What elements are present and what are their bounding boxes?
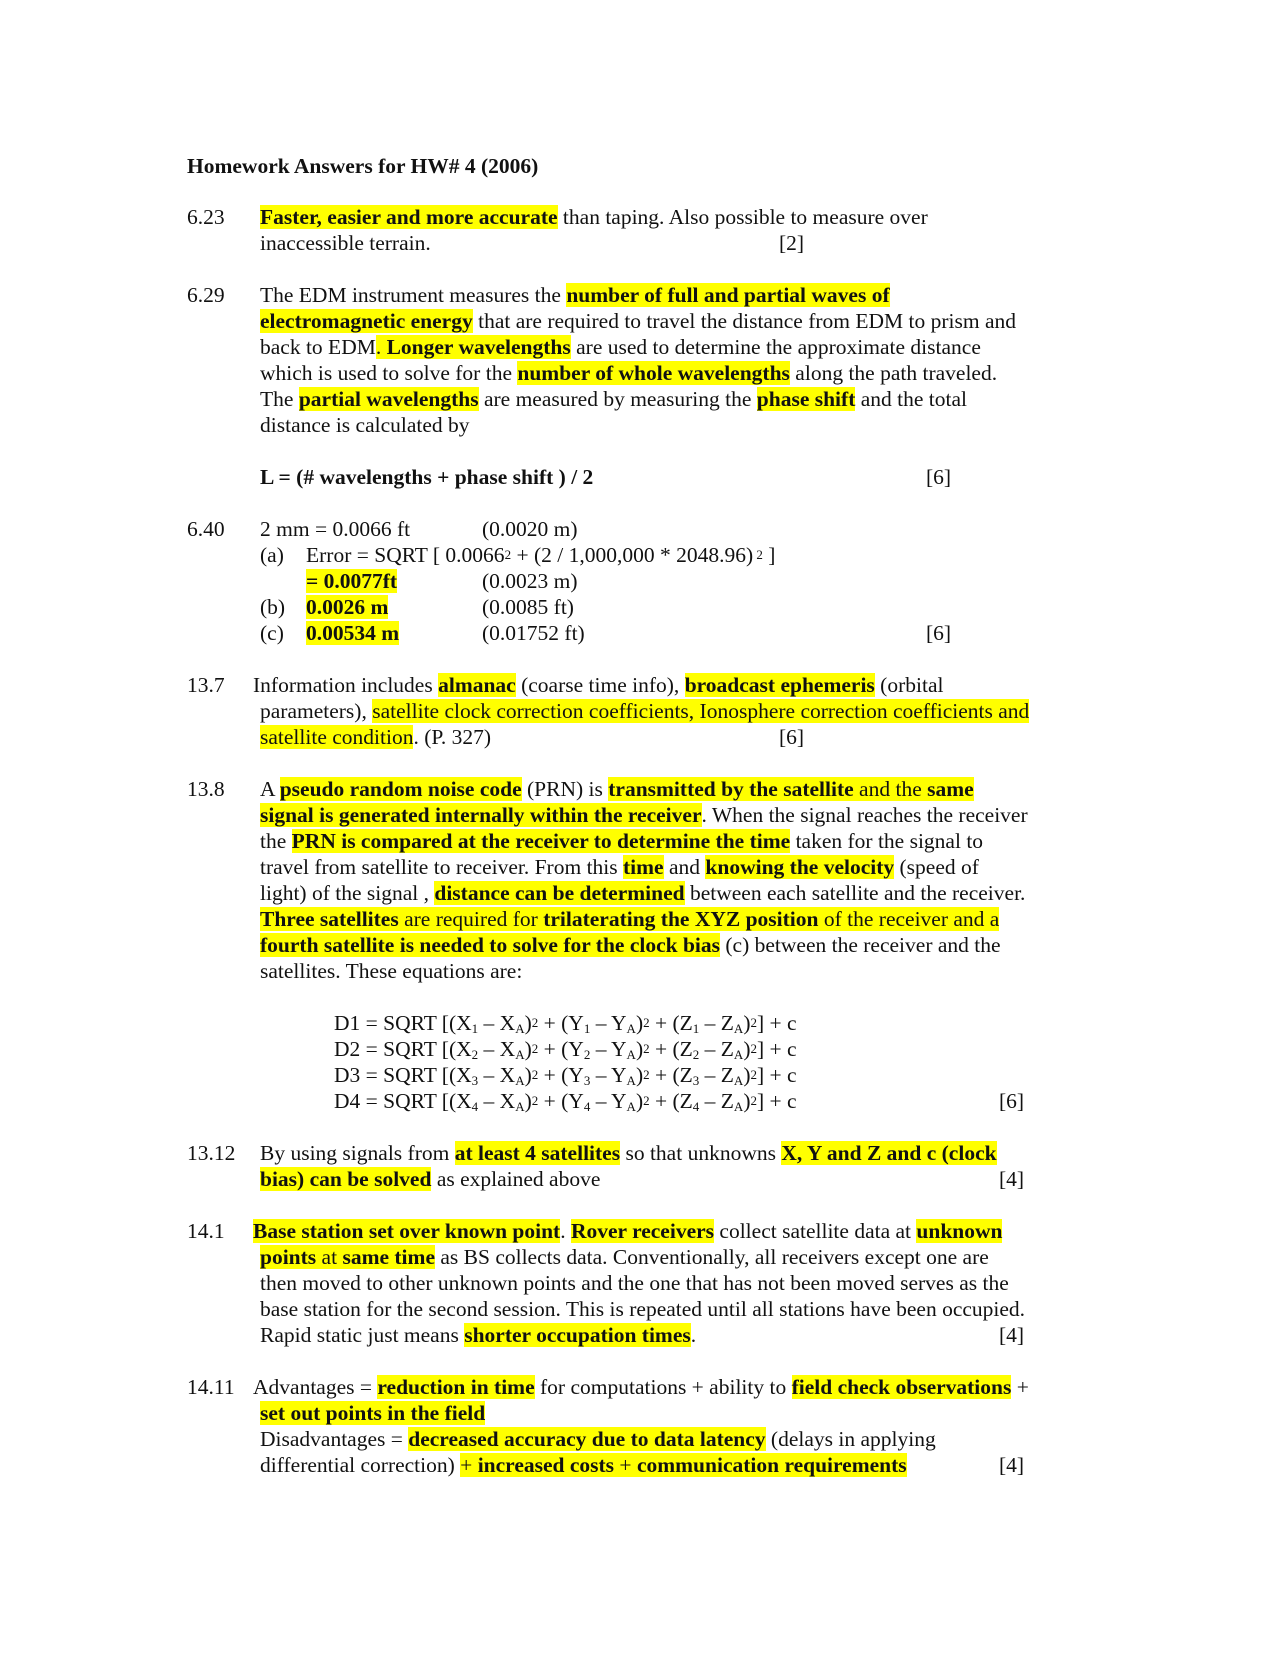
highlight: X, Y and Z and c (clock — [781, 1141, 997, 1165]
superscript: 2 — [531, 1093, 539, 1108]
answer-line — [260, 1244, 989, 1270]
text: – Z — [699, 1011, 734, 1035]
text: light) of the signal , — [260, 881, 435, 905]
highlight: at least 4 satellites — [454, 1141, 621, 1165]
text: – Z — [699, 1089, 734, 1113]
superscript: 2 — [753, 547, 763, 562]
text: (delays in applying — [765, 1427, 936, 1451]
highlight: number of whole wavelengths — [517, 361, 790, 385]
equation-label: D4 — [334, 1089, 361, 1113]
text: + (Z — [649, 1037, 693, 1061]
answer-line — [260, 1140, 997, 1166]
highlight: field check observations — [791, 1375, 1012, 1399]
text: . — [560, 1219, 571, 1243]
subscript: 4 — [692, 1099, 700, 1114]
text: ) — [743, 1063, 751, 1087]
superscript: 2 — [531, 1067, 539, 1082]
superscript: 2 — [750, 1093, 757, 1108]
points-mark: [2] — [779, 231, 805, 255]
text: are used to determine the approximate distance — [570, 335, 981, 359]
text: – X — [478, 1037, 516, 1061]
highlight: partial wavelengths — [298, 387, 479, 411]
highlight: Rover receivers — [570, 1219, 715, 1243]
superscript: 2 — [750, 1067, 757, 1082]
highlight: are required for — [398, 907, 544, 931]
superscript: 2 — [531, 1015, 539, 1030]
highlight: at — [316, 1245, 343, 1269]
text: – Y — [590, 1037, 627, 1061]
highlight: = 0.0077ft — [306, 569, 398, 593]
text: + (Y — [538, 1063, 584, 1087]
text: – X — [478, 1011, 516, 1035]
highlight: reduction in time — [377, 1375, 535, 1399]
equation-d1 — [334, 1010, 797, 1036]
answer-line — [260, 880, 1025, 906]
subscript: A — [515, 1021, 525, 1036]
text: + (2 / 1,000,000 * 2048.96) — [511, 543, 754, 567]
text: + (Y — [538, 1037, 584, 1061]
text: = SQRT [(X — [360, 1063, 472, 1087]
text: The EDM instrument measures the — [260, 283, 567, 307]
text: ) — [524, 1063, 532, 1087]
text: + (Z — [649, 1011, 693, 1035]
subscript: A — [626, 1047, 636, 1062]
highlight: pseudo random noise code — [279, 777, 522, 801]
text: ) — [524, 1037, 532, 1061]
highlight: Faster, easier and more accurate — [260, 205, 558, 229]
answer-line: then moved to other unknown points and the one that has not been moved serves as the — [260, 1271, 1009, 1295]
text: + — [1011, 1375, 1029, 1399]
highlight: transmitted by the satellite — [608, 777, 854, 801]
superscript: 2 — [750, 1041, 757, 1056]
subscript: 4 — [471, 1099, 479, 1114]
subscript: A — [733, 1021, 744, 1036]
highlight: decreased accuracy due to data latency — [408, 1427, 766, 1451]
highlight: phase shift — [756, 387, 856, 411]
text: + (Y — [538, 1011, 584, 1035]
highlight: increased costs — [477, 1453, 615, 1477]
answer-line — [260, 802, 1028, 828]
highlight: number of full and partial waves of — [566, 283, 890, 307]
answer-line — [260, 854, 979, 880]
question-number: 13.8 — [187, 777, 225, 801]
text: travel from satellite to receiver. From this — [260, 855, 624, 879]
superscript: 2 — [531, 1041, 539, 1056]
text: The — [260, 387, 299, 411]
text: as BS collects data. Conventionally, all receivers except one are — [434, 1245, 989, 1269]
points-mark: [6] — [779, 725, 805, 749]
equation-label: D2 — [334, 1037, 361, 1061]
answer-line — [260, 698, 1029, 724]
text: – Y — [590, 1063, 627, 1087]
equation-d4 — [334, 1088, 797, 1114]
text: = SQRT [(X — [360, 1089, 472, 1113]
superscript: 2 — [643, 1015, 650, 1030]
subscript: 1 — [692, 1021, 700, 1036]
distance-formula: L = (# wavelengths + phase shift ) / 2 — [260, 465, 594, 489]
question-number: 13.12 — [187, 1141, 236, 1165]
superscript: 2 — [643, 1041, 650, 1056]
text: the — [260, 829, 292, 853]
text: and the total — [855, 387, 968, 411]
subscript: 1 — [583, 1021, 591, 1036]
answer-line — [260, 360, 997, 386]
answer-line — [260, 1166, 600, 1192]
text: than taping. Also possible to measure over — [557, 205, 928, 229]
text: = SQRT [(X — [360, 1037, 472, 1061]
highlight: fourth satellite is needed to solve for the clock bias — [260, 933, 721, 957]
answer-line: base station for the second session. This is repeated until all stations have been occupied. — [260, 1297, 1026, 1321]
question-number: 13.7 — [187, 673, 225, 697]
part-label: (b) — [260, 595, 286, 619]
text: ) — [743, 1037, 751, 1061]
text: – X — [478, 1089, 516, 1113]
highlight: of the receiver and a — [818, 907, 1000, 931]
text: ] + c — [756, 1063, 797, 1087]
equation-d2 — [334, 1036, 797, 1062]
text: taken for the signal to — [790, 829, 984, 853]
highlight: set out points in the field — [260, 1401, 486, 1425]
text: ) — [524, 1011, 532, 1035]
part-label: (a) — [260, 543, 284, 567]
answer-c-feet: (0.01752 ft) — [482, 621, 585, 645]
text: Disadvantages = — [260, 1427, 409, 1451]
text: – X — [478, 1063, 516, 1087]
text: and — [663, 855, 706, 879]
highlight: points — [260, 1245, 317, 1269]
answer-line — [260, 906, 999, 932]
highlight: + — [460, 1453, 478, 1477]
superscript: 2 — [643, 1093, 650, 1108]
text: ] — [762, 543, 776, 567]
superscript: 2 — [504, 547, 512, 562]
subscript: 1 — [471, 1021, 479, 1036]
highlight: 0.0026 m — [306, 595, 389, 619]
question-number: 14.11 — [187, 1375, 235, 1399]
highlight: bias) can be solved — [260, 1167, 432, 1191]
highlight: 0.00534 m — [306, 621, 400, 645]
answer-line — [260, 724, 491, 750]
points-mark: [6] — [926, 621, 952, 645]
points-mark: [4] — [999, 1453, 1025, 1477]
highlight: + — [614, 1453, 637, 1477]
text: ] + c — [756, 1089, 797, 1113]
text: – Y — [590, 1089, 627, 1113]
text: Information includes — [253, 673, 439, 697]
text: back to EDM — [260, 335, 376, 359]
text: – Z — [699, 1037, 734, 1061]
subscript: A — [733, 1047, 744, 1062]
text: – Y — [590, 1011, 627, 1035]
text: By using signals from — [260, 1141, 455, 1165]
highlight: and the — [853, 777, 928, 801]
answer-a — [306, 568, 397, 594]
highlight: same time — [342, 1245, 435, 1269]
answer-line — [260, 1452, 907, 1478]
answer-line — [260, 334, 981, 360]
highlight: satellite condition — [260, 725, 414, 749]
part-label: (c) — [260, 621, 284, 645]
subscript: A — [515, 1047, 525, 1062]
answer-line — [253, 1218, 1002, 1244]
answer-line: distance is calculated by — [260, 413, 470, 437]
highlight: PRN is compared at the receiver to determine the time — [291, 829, 791, 853]
answer-b-feet: (0.0085 ft) — [482, 595, 574, 619]
text: are measured by measuring the — [478, 387, 757, 411]
subscript: A — [515, 1073, 525, 1088]
text: = SQRT [(X — [360, 1011, 472, 1035]
question-number: 14.1 — [187, 1219, 225, 1243]
text: ) — [524, 1089, 532, 1113]
text: + (Z — [649, 1089, 693, 1113]
answer-line — [260, 828, 983, 854]
text: ) — [635, 1037, 644, 1061]
equation-d3 — [334, 1062, 797, 1088]
error-formula — [306, 542, 775, 568]
text: . (P. 327) — [413, 725, 492, 749]
highlight: Longer wavelengths — [386, 335, 571, 359]
text: ] + c — [756, 1037, 797, 1061]
text: ) — [743, 1011, 751, 1035]
highlight: broadcast ephemeris — [684, 673, 875, 697]
highlight: communication requirements — [636, 1453, 907, 1477]
answer-line — [260, 932, 1001, 958]
text: (c) between the receiver and the — [720, 933, 1001, 957]
text: parameters), — [260, 699, 373, 723]
conversion-text: 2 mm = 0.0066 ft — [260, 517, 411, 541]
text: – Z — [699, 1063, 734, 1087]
text: + (Y — [538, 1089, 584, 1113]
highlight: knowing the velocity — [705, 855, 895, 879]
question-number: 6.40 — [187, 517, 225, 541]
text: Error = SQRT [ 0.0066 — [306, 543, 505, 567]
text: A — [260, 777, 280, 801]
answer-c — [306, 620, 399, 646]
text: + (Z — [649, 1063, 693, 1087]
text: between each satellite and the receiver. — [684, 881, 1026, 905]
highlight: same — [927, 777, 974, 801]
points-mark: [4] — [999, 1167, 1025, 1191]
answer-line — [260, 204, 928, 230]
answer-line — [253, 672, 943, 698]
text: . — [690, 1323, 697, 1347]
text: Rapid static just means — [260, 1323, 465, 1347]
answer-line — [260, 386, 967, 412]
subscript: A — [626, 1099, 636, 1114]
answer-b — [306, 594, 388, 620]
document-title: Homework Answers for HW# 4 (2006) — [187, 154, 539, 178]
text: for computations + ability to — [534, 1375, 792, 1399]
answer-line — [260, 1426, 936, 1452]
text: which is used to solve for the — [260, 361, 518, 385]
text: along the path traveled. — [789, 361, 998, 385]
text: differential correction) — [260, 1453, 461, 1477]
text: as explained above — [431, 1167, 601, 1191]
superscript: 2 — [750, 1015, 757, 1030]
answer-line — [260, 308, 1016, 334]
subscript: 2 — [471, 1047, 479, 1062]
answer-line — [260, 1400, 485, 1426]
answer-line: inaccessible terrain. — [260, 231, 431, 255]
subscript: 2 — [583, 1047, 591, 1062]
answer-line: satellites. These equations are: — [260, 959, 523, 983]
text: ) — [635, 1063, 644, 1087]
highlight: trilaterating the XYZ position — [543, 907, 819, 931]
subscript: A — [733, 1073, 744, 1088]
subscript: 3 — [692, 1073, 700, 1088]
highlight: almanac — [438, 673, 516, 697]
text: ) — [743, 1089, 751, 1113]
subscript: 3 — [471, 1073, 479, 1088]
question-number: 6.23 — [187, 205, 225, 229]
text: (speed of — [894, 855, 979, 879]
text: ) — [635, 1011, 644, 1035]
text: Advantages = — [253, 1375, 378, 1399]
equation-label: D1 — [334, 1011, 361, 1035]
text: . When the signal reaches the receiver — [701, 803, 1028, 827]
points-mark: [6] — [926, 465, 952, 489]
text: that are required to travel the distance from EDM to prism and — [472, 309, 1017, 333]
points-mark: [4] — [999, 1323, 1025, 1347]
highlight: Three satellites — [260, 907, 399, 931]
text: ] + c — [756, 1011, 797, 1035]
answer-line — [260, 282, 890, 308]
answer-line — [260, 1322, 696, 1348]
subscript: A — [626, 1073, 636, 1088]
answer-a-metric: (0.0023 m) — [482, 569, 578, 593]
highlight: shorter occupation times — [464, 1323, 691, 1347]
text: collect satellite data at — [714, 1219, 917, 1243]
subscript: 4 — [583, 1099, 591, 1114]
subscript: 2 — [692, 1047, 700, 1062]
highlight: Base station set over known point — [253, 1219, 561, 1243]
text: (coarse time info), — [515, 673, 685, 697]
text: so that unknowns — [620, 1141, 782, 1165]
highlight: electromagnetic energy — [260, 309, 473, 333]
answer-line — [260, 776, 974, 802]
text: (orbital — [874, 673, 944, 697]
subscript: A — [733, 1099, 744, 1114]
equation-label: D3 — [334, 1063, 361, 1087]
conversion-metric: (0.0020 m) — [482, 517, 578, 541]
highlight: . — [375, 335, 387, 359]
highlight: satellite clock correction coefficients, Ionosphere correction coefficients and — [372, 699, 1030, 723]
subscript: A — [515, 1099, 525, 1114]
text: (PRN) is — [521, 777, 609, 801]
question-number: 6.29 — [187, 283, 225, 307]
highlight: distance can be determined — [434, 881, 685, 905]
answer-line — [253, 1374, 1029, 1400]
subscript: A — [626, 1021, 636, 1036]
text: ) — [635, 1089, 644, 1113]
superscript: 2 — [643, 1067, 650, 1082]
subscript: 3 — [583, 1073, 591, 1088]
points-mark: [6] — [999, 1089, 1025, 1113]
highlight: signal is generated internally within the receiver — [260, 803, 702, 827]
highlight: unknown — [916, 1219, 1003, 1243]
highlight: time — [623, 855, 664, 879]
